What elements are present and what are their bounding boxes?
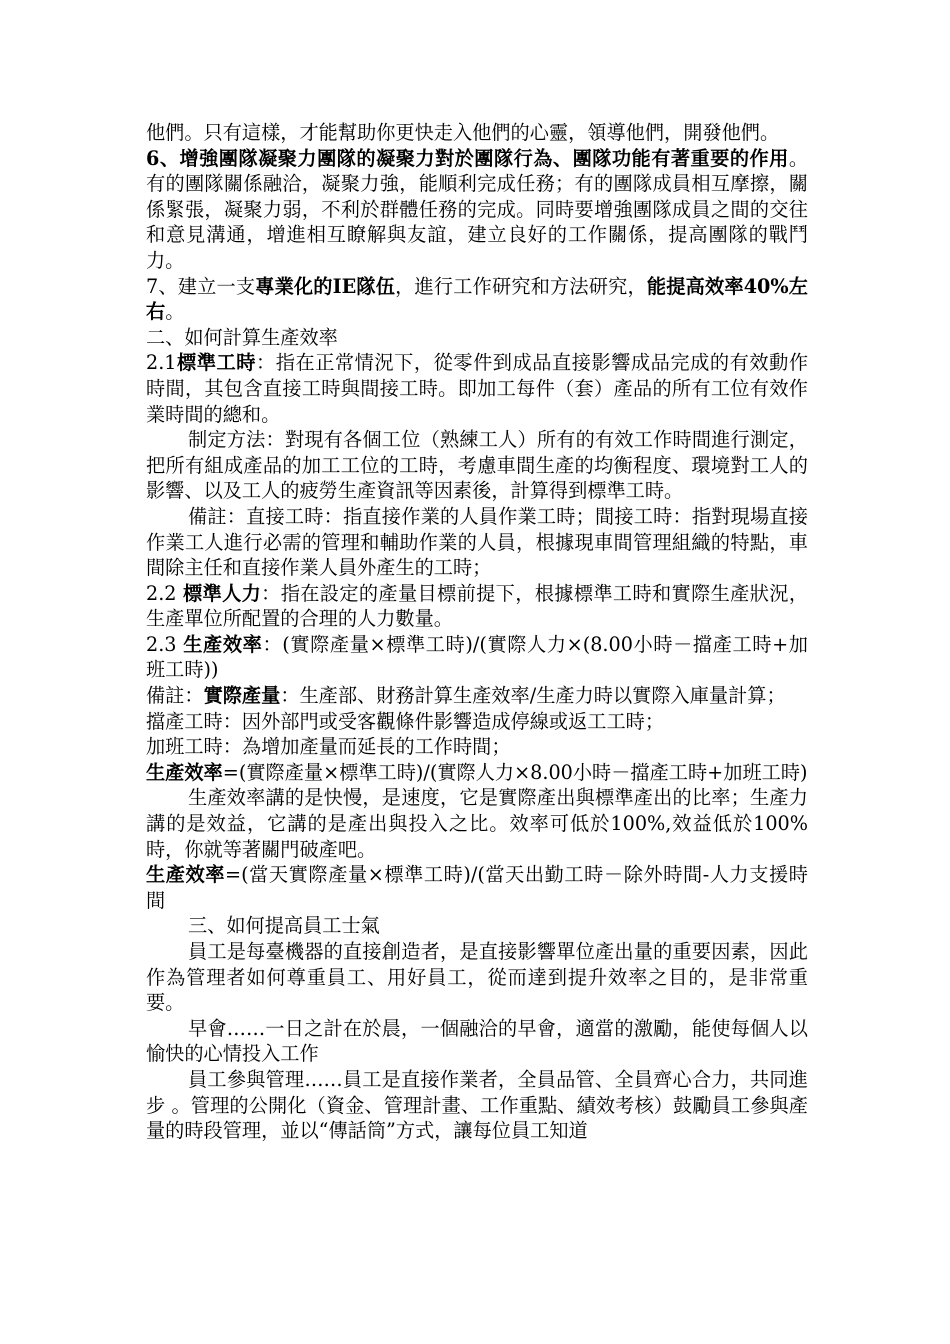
paragraph-p2 xyxy=(146,146,808,274)
paragraph-p13 xyxy=(146,760,808,786)
text-run: =(當天實際產量×標準工時)/(當天出勤工時－除外時間-人力支援時間 xyxy=(146,863,808,912)
text-run: 。有的團隊關係融洽，凝聚力強，能順利完成任務；有的團隊成員相互摩擦，關係緊張，凝聚力弱，不利於群體任務的完成。同時要增強團隊成員之間的交往和意見溝通，增進相互瞭解與友誼，建立良好的工作關係，提高團隊的戰鬥力。 xyxy=(146,146,808,272)
bold-text: 能提高效率40%左右 xyxy=(146,274,808,324)
paragraph-p19 xyxy=(146,1067,808,1144)
text-run: 備註： xyxy=(146,684,204,708)
text-run: 三、如何提高員工士氣 xyxy=(188,914,380,938)
bold-text: 標準人力 xyxy=(182,581,262,605)
paragraph-p15 xyxy=(146,862,808,913)
text-run: ：生產部、財務計算生產效率/生產力時以實際入庫量計算； xyxy=(280,684,786,708)
text-run: ：指在正常情況下，從零件到成品直接影響成品完成的有效動作時間，其包含直接工時與間接工時。即加工每件（套）產品的所有工位有效作業時間的總和。 xyxy=(146,351,809,426)
text-run: 員工是每臺機器的直接創造者，是直接影響單位產出量的重要因素，因此作為管理者如何尊重員工、用好員工，從而達到提升效率之目的，是非常重要。 xyxy=(146,940,808,1015)
text-run: ：指在設定的產量目標前提下，根據標準工時和實際生產狀況，生產單位所配置的合理的人力數量。 xyxy=(146,581,809,631)
paragraph-p6 xyxy=(146,427,808,504)
paragraph-p18 xyxy=(146,1016,808,1067)
paragraph-p9 xyxy=(146,632,808,683)
text-run: ，進行工作研究和方法研究， xyxy=(395,274,647,298)
text-run: 二、如何計算生產效率 xyxy=(146,325,338,349)
text-run: 生產效率講的是快慢，是速度，它是實際產出與標準產出的比率；生產力講的是效益，它講的是產出與投入之比。效率可低於100%,效益低於100%時，你就等著關門破產吧。 xyxy=(146,786,808,861)
text-run: 早會……一日之計在於晨，一個融洽的早會，適當的激勵，能使每個人以愉快的心情投入工作 xyxy=(146,1016,808,1066)
bold-text: 生產效率 xyxy=(146,863,226,887)
bold-text: 生產效率 xyxy=(183,632,263,656)
text-run: 2.2 xyxy=(146,581,183,605)
text-run: 加班工時：為增加產量而延長的工作時間； xyxy=(146,735,511,759)
text-run: 。 xyxy=(165,300,185,324)
text-run: 7、建立一支 xyxy=(146,274,256,298)
paragraph-p12 xyxy=(146,734,808,760)
paragraph-p16 xyxy=(146,913,808,939)
paragraph-p8 xyxy=(146,581,808,632)
bold-text: 實際產量 xyxy=(203,684,281,708)
text-run: 員工參與管理……員工是直接作業者，全員品管、全員齊心合力，共同進步 。管理的公開化（資金、管理計畫、工作重點、績效考核）鼓勵員工參與產量的時段管理，並以“傳話筒”方式，讓每位員工知道 xyxy=(146,1067,808,1143)
paragraph-p11 xyxy=(146,709,808,735)
text-run: 他們。只有這樣，才能幫助你更快走入他們的心靈，領導他們，開發他們。 xyxy=(146,121,780,144)
bold-text: 生產效率 xyxy=(146,760,223,784)
bold-text: 專業化的IE隊伍 xyxy=(255,274,396,298)
document-body xyxy=(146,120,808,1144)
text-run: 2.3 xyxy=(146,632,184,656)
paragraph-p7 xyxy=(146,504,808,581)
text-run: 制定方法：對現有各個工位（熟練工人）所有的有效工作時間進行測定，把所有組成產品的加工工位的工時，考慮車間生產的均衡程度、環境對工人的影響、以及工人的疲勞生產資訊等因素後，計算得到標準工時。 xyxy=(146,428,808,503)
paragraph-p4 xyxy=(146,325,808,351)
text-run: 2.1 xyxy=(146,351,177,375)
text-run: 擋產工時：因外部門或受客觀條件影響造成停線或返工工時； xyxy=(146,709,665,733)
bold-text: 標準工時 xyxy=(176,351,256,375)
paragraph-p17 xyxy=(146,939,808,1016)
text-run: =(實際產量×標準工時)/(實際人力×8.00小時－擋產工時+加班工時) xyxy=(222,760,808,784)
text-run: 備註：直接工時：指直接作業的人員作業工時；間接工時：指對現場直接作業工人進行必需的管理和輔助作業的人員，根據現車間管理組織的特點，車間除主任和直接作業人員外產生的工時； xyxy=(146,504,808,580)
paragraph-p5 xyxy=(146,350,808,427)
paragraph-p14 xyxy=(146,785,808,862)
bold-text: 6、增強團隊凝聚力團隊的凝聚力對於團隊行為、團隊功能有著重要的作用 xyxy=(146,146,789,170)
paragraph-p1 xyxy=(146,120,808,146)
paragraph-p3 xyxy=(146,274,808,325)
paragraph-p10 xyxy=(146,683,808,709)
text-run: ：(實際產量×標準工時)/(實際人力×(8.00小時－擋產工時+加班工時)) xyxy=(146,632,808,682)
